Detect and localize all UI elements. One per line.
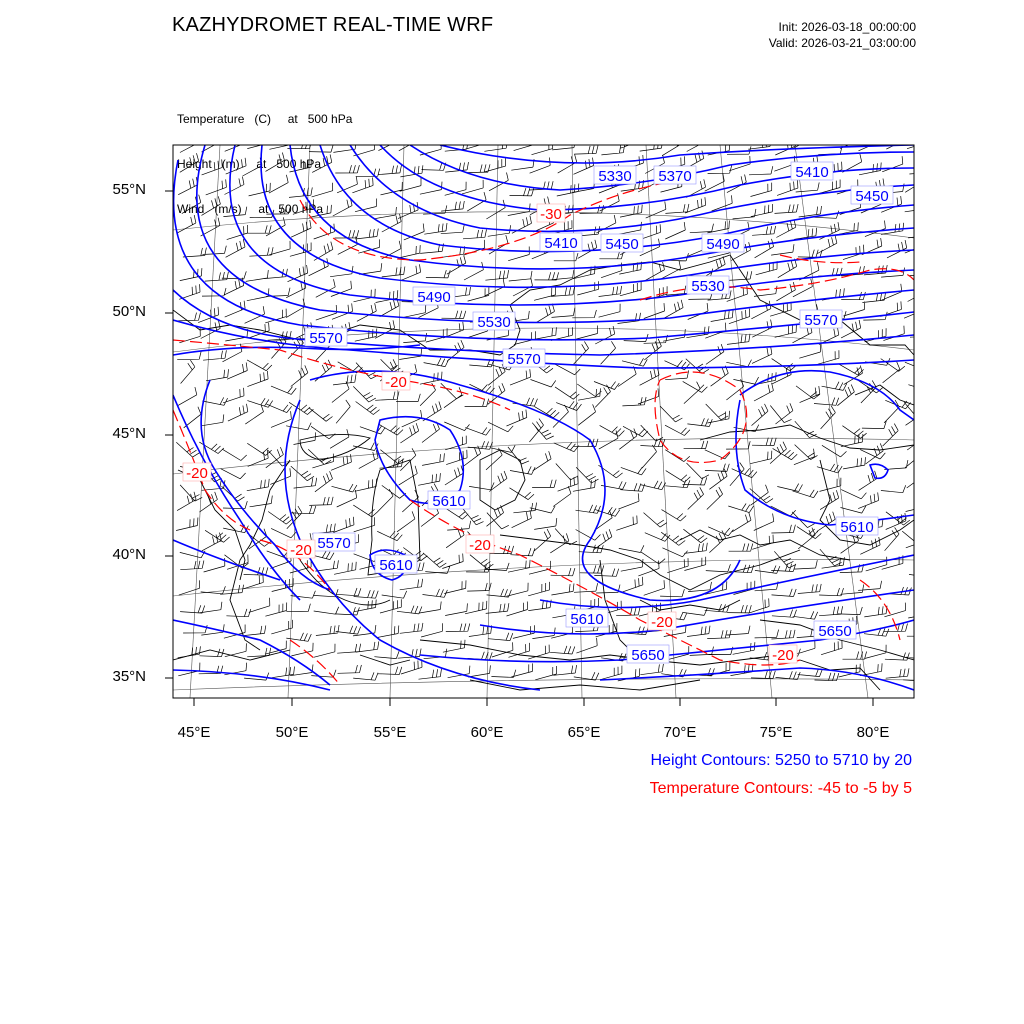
height-label <box>627 645 669 664</box>
lon-label: 70°E <box>663 724 697 741</box>
height-label <box>473 312 515 331</box>
lon-label: 60°E <box>470 724 504 741</box>
svg-text:5490: 5490 <box>706 236 740 253</box>
field-wind: Wind (m/s) at 500 hPa <box>177 202 324 216</box>
temperature-label <box>287 540 315 559</box>
lon-label: 45°E <box>177 724 211 741</box>
svg-text:-30: -30 <box>540 206 562 223</box>
svg-text:5450: 5450 <box>605 236 639 253</box>
lat-label: 40°N <box>112 546 146 563</box>
svg-text:5570: 5570 <box>309 330 343 347</box>
temperature-label <box>466 535 494 554</box>
svg-text:5450: 5450 <box>855 188 889 205</box>
svg-text:5530: 5530 <box>477 314 511 331</box>
temperature-label <box>382 372 410 391</box>
temperature-label <box>537 204 565 223</box>
lat-label: 35°N <box>112 668 146 685</box>
lat-label: 50°N <box>112 303 146 320</box>
height-label <box>594 166 636 185</box>
svg-text:5570: 5570 <box>507 351 541 368</box>
lon-label: 65°E <box>567 724 601 741</box>
field-temperature: Temperature (C) at 500 hPa <box>177 112 353 126</box>
height-label <box>836 517 878 536</box>
height-label <box>814 621 856 640</box>
svg-text:5410: 5410 <box>544 235 578 252</box>
svg-text:5370: 5370 <box>658 168 692 185</box>
svg-text:5330: 5330 <box>598 168 632 185</box>
valid-time: Valid: 2026-03-21_03:00:00 <box>768 36 916 50</box>
height-label <box>428 491 470 510</box>
svg-text:5530: 5530 <box>691 278 725 295</box>
svg-text:-20: -20 <box>186 465 208 482</box>
temperature-label <box>183 463 211 482</box>
height-label <box>305 328 347 347</box>
lon-label: 80°E <box>856 724 890 741</box>
svg-text:5610: 5610 <box>432 493 466 510</box>
lon-label: 55°E <box>373 724 407 741</box>
temperature-label <box>769 645 797 664</box>
svg-text:5410: 5410 <box>795 164 829 181</box>
map-title: KAZHYDROMET REAL-TIME WRF <box>172 14 494 36</box>
height-label <box>566 609 608 628</box>
lon-label: 75°E <box>759 724 793 741</box>
height-label <box>503 349 545 368</box>
svg-text:-20: -20 <box>651 614 673 631</box>
height-label <box>413 287 455 306</box>
height-label <box>791 162 833 181</box>
field-height: Height (m) at 500 hPa <box>177 157 322 171</box>
height-label <box>540 233 582 252</box>
svg-text:-20: -20 <box>385 374 407 391</box>
init-time: Init: 2026-03-18_00:00:00 <box>778 20 916 34</box>
svg-text:5570: 5570 <box>317 535 351 552</box>
svg-text:5650: 5650 <box>631 647 665 664</box>
height-label <box>375 555 417 574</box>
svg-text:-20: -20 <box>772 647 794 664</box>
temperature-legend: Temperature Contours: -45 to -5 by 5 <box>649 780 912 797</box>
lon-label: 50°E <box>275 724 309 741</box>
height-label <box>687 276 729 295</box>
svg-text:5610: 5610 <box>379 557 413 574</box>
svg-text:5610: 5610 <box>840 519 874 536</box>
height-legend: Height Contours: 5250 to 5710 by 20 <box>650 752 912 769</box>
height-label <box>702 234 744 253</box>
graticule <box>173 145 914 698</box>
height-label <box>654 166 696 185</box>
svg-text:-20: -20 <box>469 537 491 554</box>
svg-text:5650: 5650 <box>818 623 852 640</box>
map-frame <box>173 145 914 698</box>
lat-label: 55°N <box>112 181 146 198</box>
lat-label: 45°N <box>112 425 146 442</box>
svg-text:5570: 5570 <box>804 312 838 329</box>
svg-text:5490: 5490 <box>417 289 451 306</box>
height-label <box>800 310 842 329</box>
temperature-label <box>648 612 676 631</box>
height-label <box>313 533 355 552</box>
height-label <box>851 186 893 205</box>
svg-text:-20: -20 <box>290 542 312 559</box>
height-label <box>601 234 643 253</box>
svg-text:5610: 5610 <box>570 611 604 628</box>
